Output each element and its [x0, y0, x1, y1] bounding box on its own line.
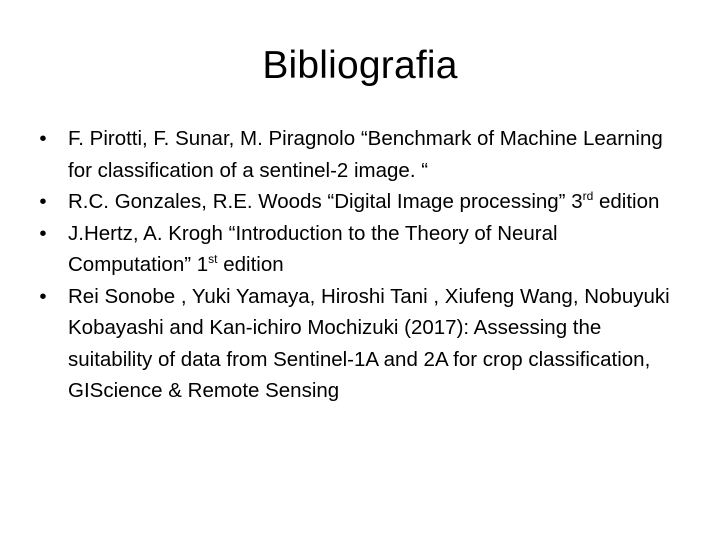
- reference-list: [36, 123, 676, 407]
- reference-text: R.C. Gonzales, R.E. Woods “Digital Image processing” 3: [68, 190, 583, 213]
- reference-text: F. Pirotti, F. Sunar, M. Piragnolo “Benchmark of Machine Learning for classification of a sentinel-2 image. “: [68, 127, 663, 182]
- bullet-icon: •: [39, 221, 47, 245]
- reference-text-suffix: edition: [217, 253, 284, 276]
- reference-item: [36, 186, 676, 218]
- reference-item: [36, 218, 676, 281]
- bullet-icon: •: [39, 127, 47, 150]
- reference-item: [36, 281, 676, 407]
- reference-superscript: st: [208, 252, 218, 266]
- reference-text-suffix: edition: [593, 190, 660, 213]
- bullet-icon: •: [39, 284, 47, 308]
- reference-item: [36, 123, 676, 186]
- reference-superscript: rd: [582, 189, 594, 203]
- reference-text: J.Hertz, A. Krogh “Introduction to the Theory of Neural Computation” 1: [68, 221, 558, 276]
- bullet-icon: •: [39, 190, 47, 213]
- reference-text: Rei Sonobe , Yuki Yamaya, Hiroshi Tani , Xiufeng Wang, Nobuyuki Kobayashi and Kan-ichiro Mochizuki (2017): Assessing the suitability of data from Sentinel-1A and 2A for crop classification, GIScience & Remote Sensing: [68, 284, 670, 402]
- slide-title: Bibliografia: [262, 44, 458, 87]
